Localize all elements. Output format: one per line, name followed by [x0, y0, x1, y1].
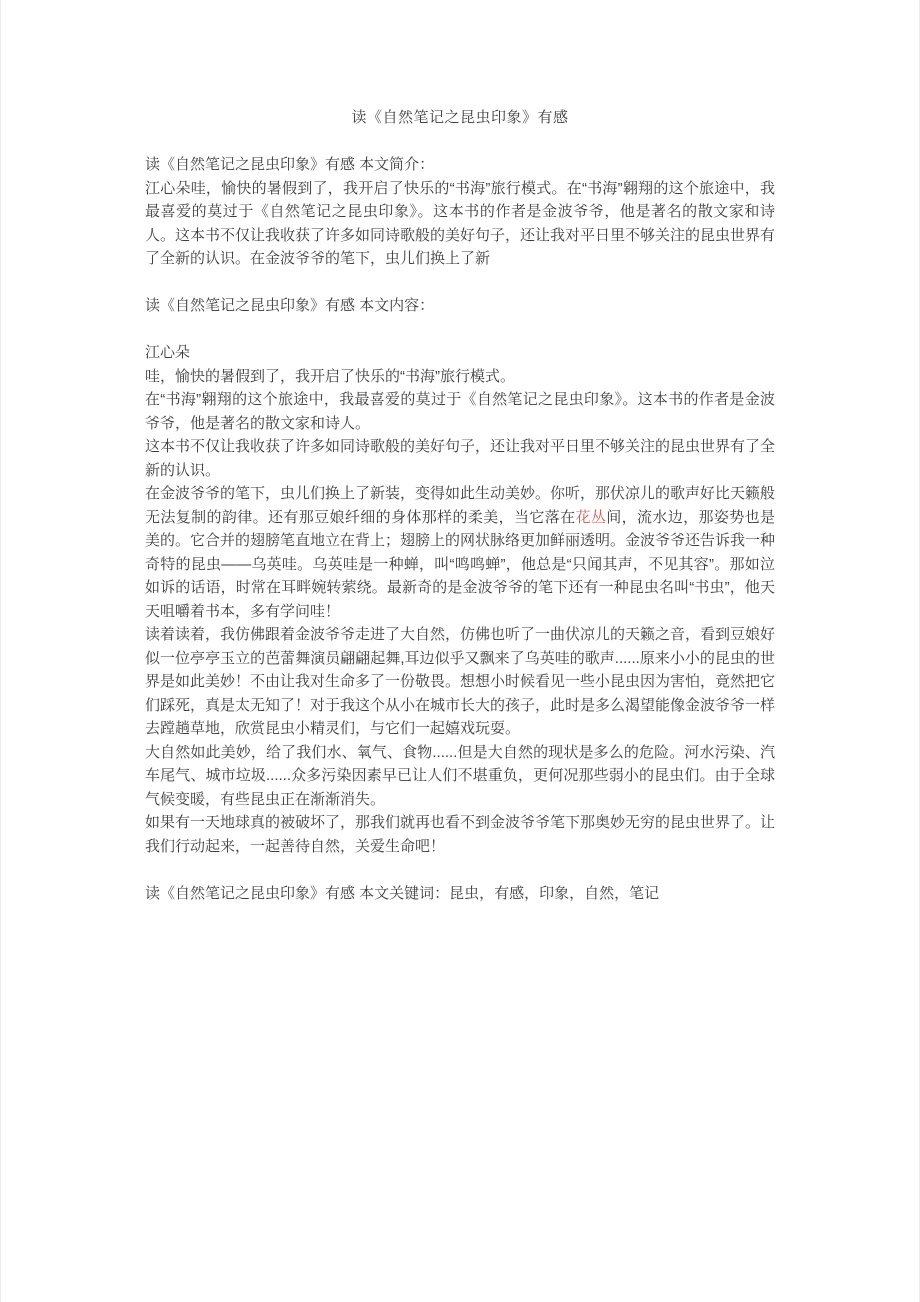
paragraph-segment: 间，流水边，那姿势也是美的。它合并的翅膀笔直地立在背上；翅膀上的网状脉络更加鲜丽透明。金波爷爷还告诉我一种奇特的昆虫——乌英哇。乌英哇是一种蝉，叫“鸣鸣蝉”，他总是“只闻其声，不见其容”。那如泣如诉的话语，时常在耳畔婉转萦绕。最新奇的是金波爷爷的笔下还有一种昆虫名叫“书虫”，他天天咀嚼着书本，多有学问哇！: [145, 508, 776, 620]
body-paragraph: 如果有一天地球真的被破坏了，那我们就再也看不到金波爷爷笔下那奥妙无穷的昆虫世界了。让我们行动起来，一起善待自然，关爱生命吧！: [145, 814, 776, 855]
author-name: 江心朵: [145, 344, 191, 361]
intro-paragraph: 江心朵哇，愉快的暑假到了，我开启了快乐的“书海”旅行模式。在“书海”翱翔的这个旅途中，我最喜爱的莫过于《自然笔记之昆虫印象》。这本书的作者是金波爷爷，他是著名的散文家和诗人。这本书不仅让我收获了许多如同诗歌般的美好句子，还让我对平日里不够关注的昆虫世界有了全新的认识。在金波爷爷的笔下，虫儿们换上了新: [145, 179, 776, 267]
body-paragraph: 读着读着，我仿佛跟着金波爷爷走进了大自然，仿佛也听了一曲伏凉儿的天籁之音，看到豆娘好似一位亭亭玉立的芭蕾舞演员翩翩起舞,耳边似乎又飘来了乌英哇的歌声......原来小小的昆虫的世界是如此美妙！不由让我对生命多了一份敬畏。想想小时候看见一些小昆虫因为害怕，竟然把它们踩死，真是太无知了！对于我这个从小在城市长大的孩子，此时是多么渴望能像金波爷爷一样去蹚趟草地，欣赏昆虫小精灵们，与它们一起嬉戏玩耍。: [145, 626, 776, 737]
body-paragraph: 哇，愉快的暑假到了，我开启了快乐的“书海”旅行模式。: [145, 367, 515, 385]
body-paragraph: 大自然如此美妙，给了我们水、氧气、食物......但是大自然的现状是多么的危险。河水污染、汽车尾气、城市垃圾......众多污染因素早已让人们不堪重负，更何况那些弱小的昆虫们。由于全球气候变暖，有些昆虫正在渐渐消失。: [145, 743, 775, 808]
body-paragraph: 这本书不仅让我收获了许多如同诗歌般的美好句子，还让我对平日里不够关注的昆虫世界有了全新的认识。: [145, 438, 776, 479]
content-heading: 读《自然笔记之昆虫印象》有感 本文内容：: [145, 297, 435, 314]
paragraph-segment: 在金波爷爷的笔下，虫儿们换上了新装，变得如此生动美妙。你听，那伏凉儿的歌声好比天籁般无法复制的韵律。还有那豆娘纤细的身体那样的柔美，当它落在: [145, 485, 776, 526]
keywords-line: 读《自然笔记之昆虫印象》有感 本文关键词：昆虫，有感，印象，自然，笔记: [145, 884, 660, 902]
body-paragraph: [145, 482, 775, 623]
document-title: 读《自然笔记之昆虫印象》有感: [351, 109, 569, 126]
intro-heading: 读《自然笔记之昆虫印象》有感 本文简介：: [145, 156, 435, 173]
body-paragraph: 在“书海”翱翔的这个旅途中，我最喜爱的莫过于《自然笔记之昆虫印象》。这本书的作者是金波爷爷，他是著名的散文家和诗人。: [145, 391, 775, 432]
highlighted-word: 花丛: [575, 508, 607, 526]
